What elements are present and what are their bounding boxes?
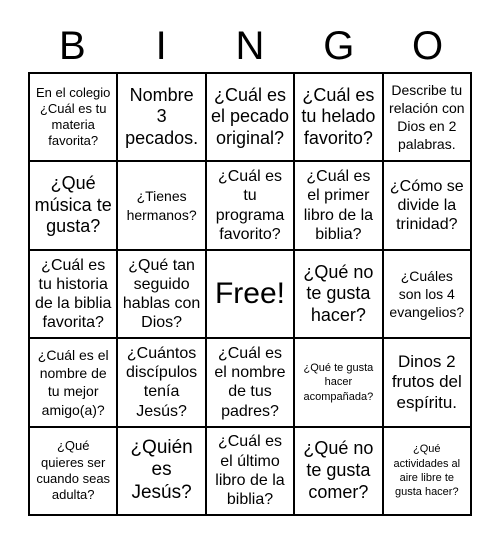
bingo-cell-r5c3[interactable]: ¿Cuál es el último libro de la biblia? — [206, 427, 294, 515]
bingo-board — [28, 72, 472, 516]
bingo-cell-r2c1[interactable]: ¿Qué música te gusta? — [29, 161, 117, 249]
bingo-cell-r3c4[interactable]: ¿Qué no te gusta hacer? — [294, 250, 382, 338]
bingo-cell-r2c4[interactable]: ¿Cuál es el primer libro de la biblia? — [294, 161, 382, 249]
bingo-cell-r4c5[interactable]: Dinos 2 frutos del espíritu. — [383, 338, 471, 426]
bingo-cell-r2c5[interactable]: ¿Cómo se divide la trinidad? — [383, 161, 471, 249]
bingo-cell-r5c1[interactable]: ¿Qué quieres ser cuando seas adulta? — [29, 427, 117, 515]
bingo-cell-r1c2[interactable]: Nombre 3 pecados. — [117, 73, 205, 161]
bingo-cell-r4c3[interactable]: ¿Cuál es el nombre de tus padres? — [206, 338, 294, 426]
bingo-cell-r4c1[interactable]: ¿Cuál es el nombre de tu mejor amigo(a)? — [29, 338, 117, 426]
bingo-cell-r4c2[interactable]: ¿Cuántos discípulos tenía Jesús? — [117, 338, 205, 426]
bingo-cell-r4c4[interactable]: ¿Qué te gusta hacer acompañada? — [294, 338, 382, 426]
header-letter-g: G — [323, 24, 355, 68]
header-letter-b: B — [59, 24, 86, 68]
bingo-cell-r2c2[interactable]: ¿Tienes hermanos? — [117, 161, 205, 249]
bingo-cell-r5c4[interactable]: ¿Qué no te gusta comer? — [294, 427, 382, 515]
header-letter-o: O — [412, 24, 444, 68]
bingo-cell-r3c1[interactable]: ¿Cuál es tu historia de la biblia favorita? — [29, 250, 117, 338]
bingo-cell-r2c3[interactable]: ¿Cuál es tu programa favorito? — [206, 161, 294, 249]
bingo-cell-r1c1[interactable]: En el colegio ¿Cuál es tu materia favorita? — [29, 73, 117, 161]
bingo-cell-r1c3[interactable]: ¿Cuál es el pecado original? — [206, 73, 294, 161]
bingo-cell-r3c2[interactable]: ¿Qué tan seguido hablas con Dios? — [117, 250, 205, 338]
header-letter-n: N — [235, 24, 265, 68]
bingo-cell-r3c5[interactable]: ¿Cuáles son los 4 evangelios? — [383, 250, 471, 338]
bingo-header — [28, 20, 472, 72]
bingo-cell-r1c4[interactable]: ¿Cuál es tu helado favorito? — [294, 73, 382, 161]
bingo-cell-free[interactable]: Free! — [206, 250, 294, 338]
bingo-cell-r5c2[interactable]: ¿Quién es Jesús? — [117, 427, 205, 515]
bingo-cell-r5c5[interactable]: ¿Qué actividades al aire libre te gusta hacer? — [383, 427, 471, 515]
header-letter-i: I — [155, 24, 167, 68]
bingo-cell-r1c5[interactable]: Describe tu relación con Dios en 2 palabras. — [383, 73, 471, 161]
